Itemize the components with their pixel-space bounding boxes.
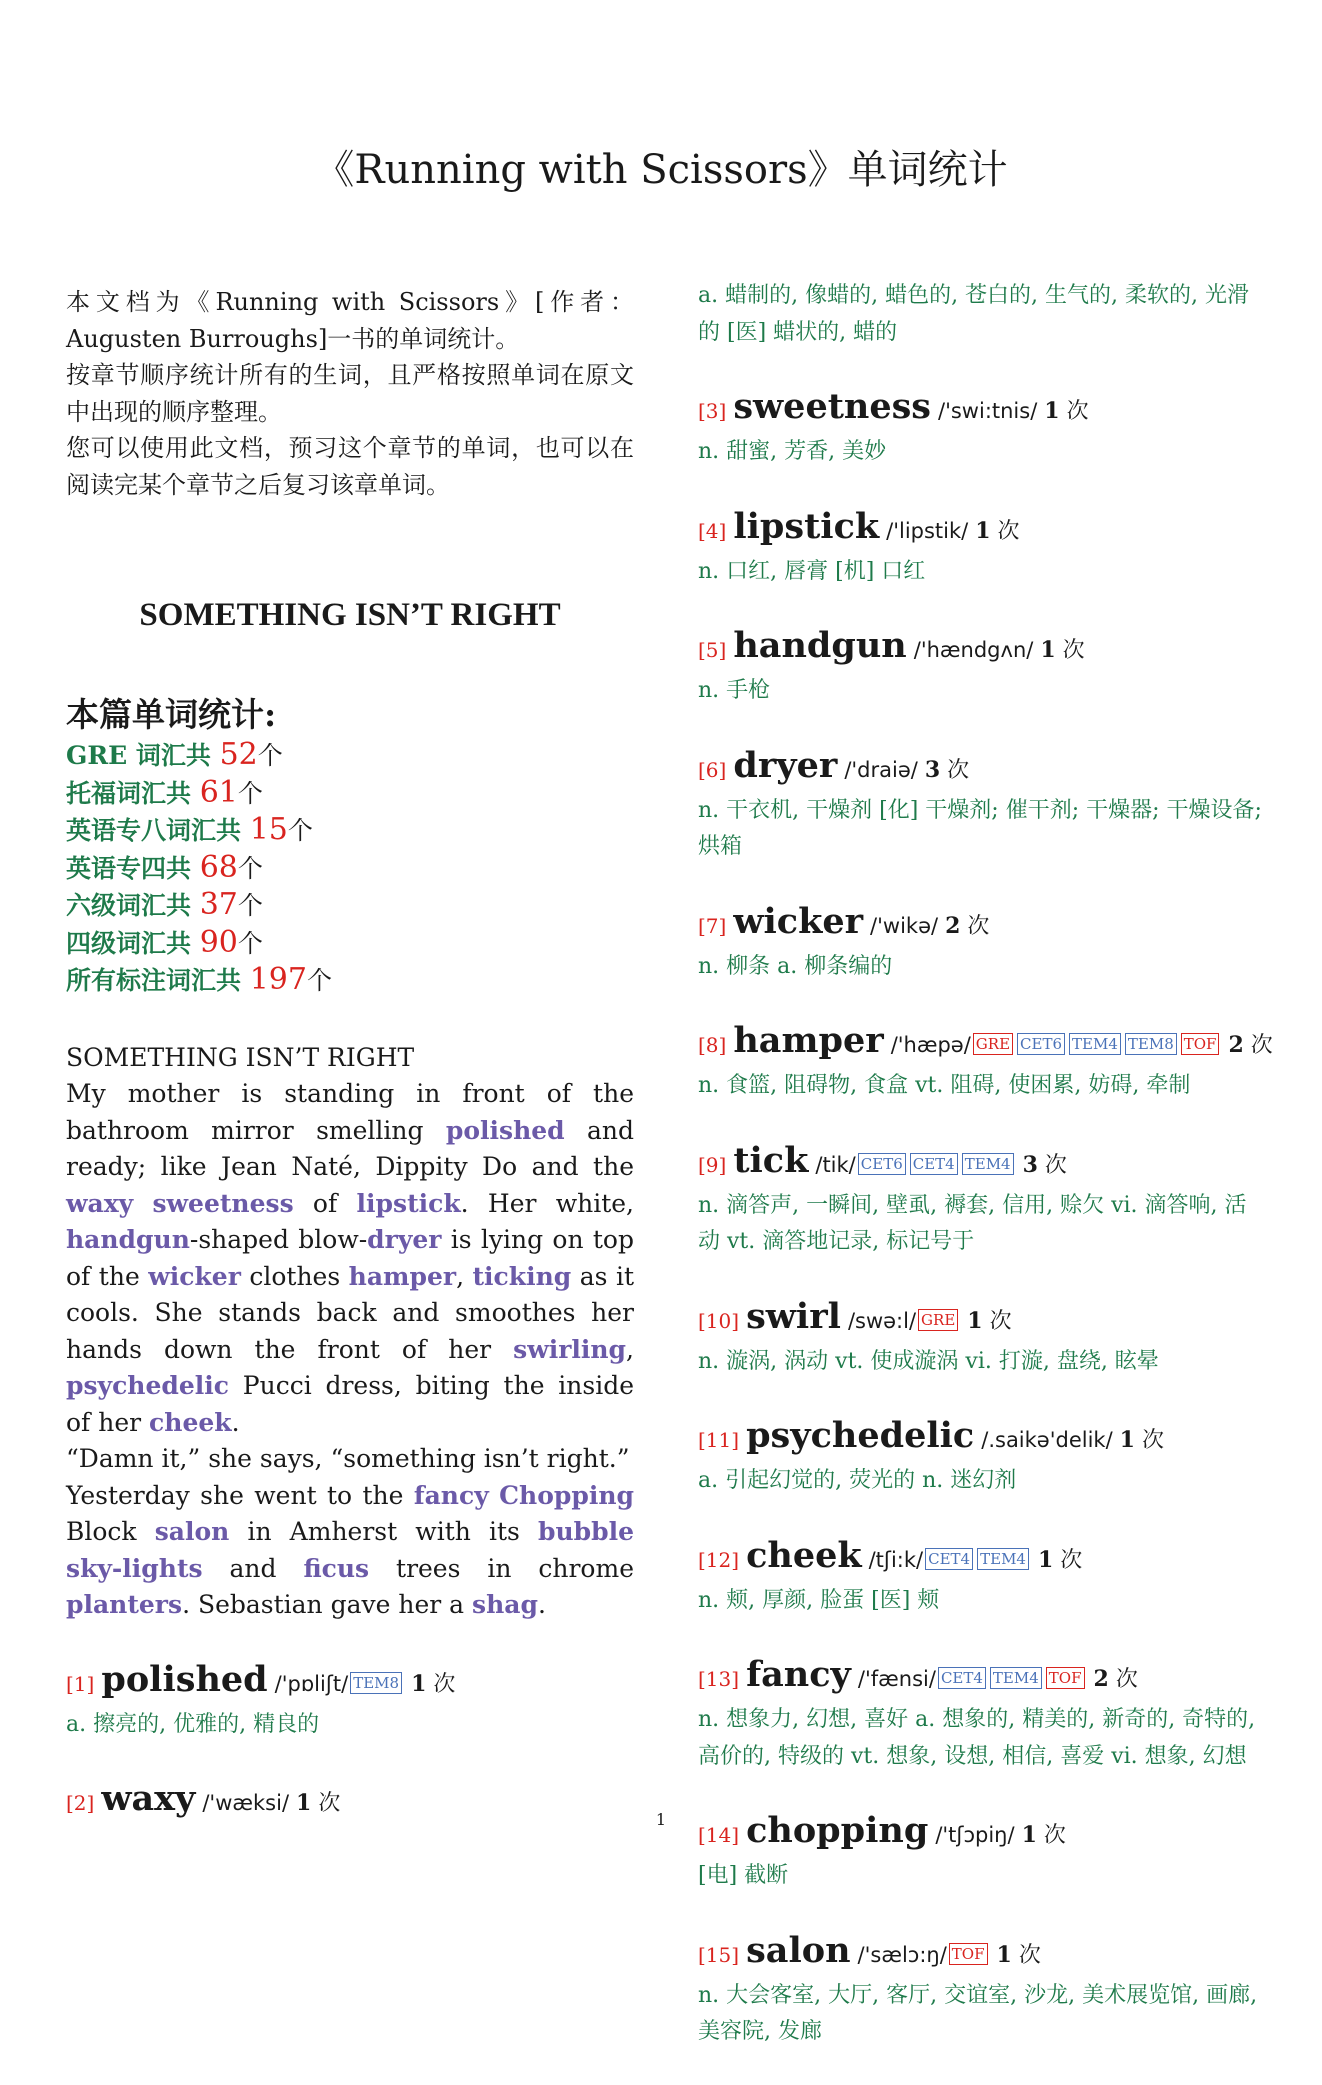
passage-text: as it cools. She stands back and smoothes her hands down the front of her xyxy=(66,1261,635,1364)
vocab-headword-line xyxy=(66,1658,634,1707)
vocab-count: 1 xyxy=(411,1670,427,1697)
passage-text: . Sebastian gave her a xyxy=(182,1590,473,1619)
vocab-definition: n. 滴答声, 一瞬间, 壁虱, 褥套, 信用, 赊欠 vi. 滴答响, 活动 vt. 滴答地记录, 标记号于 xyxy=(698,1192,1247,1254)
vocab-entry xyxy=(698,505,1268,591)
vocab-count-unit: 次 xyxy=(1066,399,1089,424)
vocab-word: handgun xyxy=(733,625,907,666)
vocab-count-unit: 次 xyxy=(1062,638,1085,663)
page-title: 《Running with Scissors》单词统计 xyxy=(314,147,1008,193)
vocab-definition: n. 大会客室, 大厅, 客厅, 交谊室, 沙龙, 美术展览馆, 画廊, 美容院, 发廊 xyxy=(698,1982,1258,2044)
highlighted-word: ticking xyxy=(472,1261,572,1291)
vocab-headword-line xyxy=(698,900,1268,949)
highlighted-word: waxy xyxy=(66,1188,134,1218)
page-number: 1 xyxy=(655,1810,667,1829)
stat-label: 英语专八词汇共 xyxy=(66,816,250,845)
exam-tag-badge: CET4 xyxy=(925,1548,973,1570)
vocab-entry xyxy=(698,1929,1268,2051)
passage-heading: SOMETHING ISN’T RIGHT xyxy=(66,1042,415,1072)
vocab-count-unit: 次 xyxy=(1250,1033,1273,1058)
vocab-word: fancy xyxy=(746,1654,851,1695)
stat-row xyxy=(66,737,634,775)
stat-row xyxy=(66,812,634,850)
passage-text: in Amherst with its xyxy=(229,1517,538,1546)
vocab-entry xyxy=(698,624,1268,710)
vocab-index: [10] xyxy=(698,1308,740,1333)
vocab-definition: [电] 截断 xyxy=(698,1863,789,1888)
highlighted-word: sweetness xyxy=(152,1188,294,1218)
highlighted-word: shag xyxy=(472,1590,538,1619)
vocab-phonetic: /'fænsi/ xyxy=(857,1667,936,1691)
vocab-count-unit: 次 xyxy=(318,1791,341,1816)
vocab-word: dryer xyxy=(733,744,838,786)
exam-tag-badge: TEM4 xyxy=(1069,1033,1121,1055)
passage-text: and xyxy=(202,1553,304,1583)
exam-tag-badge: CET6 xyxy=(1017,1033,1065,1055)
stat-label: 所有标注词汇共 xyxy=(66,966,250,995)
vocab-list-left xyxy=(66,1658,634,1827)
passage-text xyxy=(489,1481,499,1510)
vocab-index: [5] xyxy=(698,638,727,662)
exam-tag-badge: TOF xyxy=(1046,1667,1085,1689)
vocab-definition: n. 颊, 厚颜, 脸蛋 [医] 颊 xyxy=(698,1587,940,1613)
vocab-count: 1 xyxy=(1044,398,1060,424)
vocab-headword-line xyxy=(698,1929,1268,1978)
vocab-headword-line xyxy=(698,1019,1273,1068)
stat-count: 68 xyxy=(199,849,238,885)
vocab-entry xyxy=(698,1295,1268,1381)
passage-text: -shaped blow- xyxy=(189,1225,368,1254)
vocab-word: waxy xyxy=(101,1778,196,1819)
exam-tag-badge: CET4 xyxy=(938,1667,986,1689)
vocab-headword-line xyxy=(698,385,1268,434)
exam-tag-badge: GRE xyxy=(973,1033,1013,1055)
left-column xyxy=(66,284,634,1860)
passage-text: My mother is standing in front of the bathroom mirror smelling xyxy=(66,1079,634,1145)
vocab-count: 2 xyxy=(945,912,961,939)
vocab-word: chopping xyxy=(746,1810,929,1851)
vocab-count: 2 xyxy=(1228,1032,1244,1058)
vocab-word: lipstick xyxy=(733,505,880,547)
vocab-word: cheek xyxy=(746,1534,862,1576)
vocab-index: [1] xyxy=(66,1671,95,1696)
vocab-count-unit: 次 xyxy=(1060,1547,1083,1573)
vocab-word: salon xyxy=(746,1929,851,1971)
passage-text xyxy=(133,1189,152,1218)
vocab-word: polished xyxy=(101,1658,268,1700)
vocab-entry xyxy=(698,385,1268,471)
vocab-index: [11] xyxy=(698,1428,740,1452)
vocab-index: [12] xyxy=(698,1547,740,1572)
vocab-entry xyxy=(66,1658,634,1744)
stat-unit: 个 xyxy=(287,816,313,845)
vocab-phonetic: /.saikə'delik/ xyxy=(981,1428,1113,1452)
exam-tag-badge: TOF xyxy=(1181,1033,1220,1055)
vocab-count: 1 xyxy=(1021,1822,1037,1848)
vocab-definition: n. 甜蜜, 芳香, 美妙 xyxy=(698,439,887,464)
vocab-index: [15] xyxy=(698,1942,740,1967)
highlighted-word: dryer xyxy=(367,1225,442,1254)
vocab-definition: n. 食篮, 阻碍物, 食盒 vt. 阻碍, 使困累, 妨碍, 牵制 xyxy=(698,1073,1191,1098)
stat-count: 52 xyxy=(219,737,258,772)
stats-list xyxy=(66,737,634,1000)
stat-row xyxy=(66,775,634,813)
vocab-count-unit: 次 xyxy=(947,757,970,783)
vocab-list-right xyxy=(698,385,1273,2051)
vocab-count: 1 xyxy=(1119,1427,1135,1453)
vocab-count: 1 xyxy=(296,1790,312,1816)
intro-line: 按章节顺序统计所有的生词，且严格按照单词在原文中出现的顺序整理。 xyxy=(66,361,634,426)
stat-unit: 个 xyxy=(237,853,263,883)
stat-unit: 个 xyxy=(237,891,263,920)
passage-text: , xyxy=(456,1261,473,1291)
vocab-count-unit: 次 xyxy=(433,1671,456,1697)
exam-tag-badge: TEM4 xyxy=(962,1153,1014,1175)
vocab-index: [6] xyxy=(698,757,727,782)
vocab-headword-line xyxy=(698,1414,1268,1463)
vocab-count-unit: 次 xyxy=(1043,1823,1066,1848)
passage-text: Pucci dress, biting the inside of her xyxy=(66,1371,634,1437)
highlighted-word: Chopping xyxy=(499,1480,634,1510)
vocab-count: 1 xyxy=(1037,1546,1054,1573)
vocab-word: tick xyxy=(733,1139,809,1181)
stat-unit: 个 xyxy=(257,741,283,770)
vocab-definition: a. 擦亮的, 优雅的, 精良的 xyxy=(66,1711,320,1737)
vocab-definition: a. 引起幻觉的, 荧光的 n. 迷幻剂 xyxy=(698,1468,1017,1493)
vocab-entry xyxy=(698,1139,1268,1261)
stat-row xyxy=(66,887,634,925)
vocab-count: 1 xyxy=(975,517,991,544)
stat-label: 托福词汇共 xyxy=(66,778,200,808)
vocab-index: [2] xyxy=(66,1791,95,1815)
highlighted-word: fancy xyxy=(413,1480,489,1510)
vocab-count-unit: 次 xyxy=(1141,1428,1164,1453)
vocab-count-unit: 次 xyxy=(997,518,1020,544)
stats-heading: 本篇单词统计: xyxy=(66,695,277,734)
vocab-phonetic: /'hændgʌn/ xyxy=(913,638,1034,662)
stat-label: 四级词汇共 xyxy=(66,928,200,958)
highlighted-word: handgun xyxy=(66,1225,190,1254)
stat-unit: 个 xyxy=(237,778,263,808)
stat-row xyxy=(66,850,634,888)
vocab-index: [13] xyxy=(698,1667,740,1691)
stat-count: 37 xyxy=(199,887,238,922)
stat-unit: 个 xyxy=(306,966,332,995)
vocab-entry xyxy=(698,900,1268,986)
vocab-headword-line xyxy=(698,1653,1268,1702)
vocab-phonetic: /'draiə/ xyxy=(844,757,918,782)
passage-paragraph xyxy=(66,1478,634,1624)
passage-text: , xyxy=(626,1334,634,1364)
highlighted-word: psychedelic xyxy=(66,1371,229,1400)
highlighted-word: lipstick xyxy=(356,1188,461,1218)
highlighted-word: cheek xyxy=(149,1407,232,1437)
vocab-definition: n. 手枪 xyxy=(698,678,771,703)
vocab-phonetic: /'wikə/ xyxy=(870,913,939,938)
vocab-count: 3 xyxy=(924,756,941,783)
vocab-entry xyxy=(698,744,1268,866)
vocab-headword-line xyxy=(698,624,1268,673)
stat-row xyxy=(66,925,634,963)
vocab-phonetic: /'hæpə/ xyxy=(890,1033,971,1057)
passage-text: . Her white, xyxy=(460,1188,635,1218)
vocab-count-unit: 次 xyxy=(1018,1942,1041,1968)
vocab-phonetic: /'swi:tnis/ xyxy=(938,399,1038,423)
vocab-index: [9] xyxy=(698,1152,727,1177)
exam-tag-badge: GRE xyxy=(918,1309,958,1331)
highlighted-word: wicker xyxy=(148,1261,241,1291)
exam-tag-badge: TEM8 xyxy=(1125,1033,1177,1055)
vocab-phonetic: /'tʃɔpiŋ/ xyxy=(935,1823,1015,1847)
vocab-index: [7] xyxy=(698,913,727,938)
highlighted-word: hamper xyxy=(348,1261,457,1291)
vocab-count: 2 xyxy=(1093,1666,1109,1692)
vocab-index: [14] xyxy=(698,1823,740,1847)
exam-tag-badge: TEM4 xyxy=(977,1548,1029,1570)
passage-text: Block xyxy=(66,1517,155,1546)
vocab-entry-continuation xyxy=(698,278,1268,351)
vocab-headword-line xyxy=(698,1534,1268,1583)
vocab-count-unit: 次 xyxy=(967,913,990,939)
intro-line: 本文档为《Running with Scissors》[作者：Augusten Burroughs]一书的单词统计。 xyxy=(66,288,634,353)
passage-text: and ready; like Jean Naté, Dippity Do and the xyxy=(66,1115,634,1181)
vocab-phonetic: /tʃi:k/ xyxy=(868,1547,924,1572)
stat-label: GRE 词汇共 xyxy=(66,741,220,770)
vocab-definition: n. 柳条 a. 柳条编的 xyxy=(698,953,893,979)
exam-tag-badge: TOF xyxy=(949,1943,988,1965)
vocab-phonetic: /'pɒliʃt/ xyxy=(274,1671,349,1696)
vocab-count-unit: 次 xyxy=(1044,1152,1067,1178)
exam-tag-badge: TEM8 xyxy=(350,1672,402,1694)
highlighted-word: swirling xyxy=(513,1334,627,1364)
intro xyxy=(66,284,634,503)
vocab-phonetic: /swə:l/ xyxy=(847,1308,917,1333)
stat-count: 15 xyxy=(249,812,288,847)
vocab-count: 1 xyxy=(996,1941,1012,1968)
highlighted-word: sky-lights xyxy=(66,1553,203,1583)
vocab-word: sweetness xyxy=(733,386,932,427)
passage-text: Yesterday she went to the xyxy=(66,1480,414,1510)
vocab-word: wicker xyxy=(733,900,864,942)
passage xyxy=(66,1040,634,1624)
chapter-title: SOMETHING ISN’T RIGHT xyxy=(139,597,561,633)
stat-label: 英语专四共 xyxy=(66,853,200,883)
vocab-phonetic: /tik/ xyxy=(815,1152,856,1177)
vocab-entry xyxy=(698,1019,1273,1105)
vocab-count: 3 xyxy=(1022,1151,1038,1178)
stat-count: 61 xyxy=(199,774,238,810)
vocab-entry xyxy=(698,1414,1268,1500)
highlighted-word: polished xyxy=(445,1115,565,1145)
vocab-definition: a. 蜡制的, 像蜡的, 蜡色的, 苍白的, 生气的, 柔软的, 光滑的 [医] 蜡状的, 蜡的 xyxy=(698,283,1250,345)
vocab-headword-line xyxy=(698,505,1268,554)
vocab-entry xyxy=(698,1653,1268,1775)
stat-count: 197 xyxy=(249,962,307,997)
vocab-index: [4] xyxy=(698,518,727,543)
exam-tag-badge: CET4 xyxy=(910,1153,958,1175)
passage-text: of xyxy=(293,1188,357,1218)
vocab-word: swirl xyxy=(746,1295,841,1337)
highlighted-word: planters xyxy=(66,1590,183,1619)
vocab-headword-line xyxy=(698,744,1268,793)
vocab-phonetic: /'wæksi/ xyxy=(202,1791,290,1815)
exam-tag-badge: CET6 xyxy=(858,1153,906,1175)
intro-line: 您可以使用此文档，预习这个章节的单词，也可以在阅读完某个章节之后复习该章单词。 xyxy=(66,434,634,499)
vocab-headword-line xyxy=(698,1139,1268,1188)
highlighted-word: salon xyxy=(154,1517,230,1546)
vocab-count-unit: 次 xyxy=(1115,1667,1138,1692)
passage-text: . xyxy=(231,1407,240,1437)
highlighted-word: ficus xyxy=(303,1553,370,1583)
vocab-headword-line xyxy=(698,1295,1268,1344)
vocab-word: psychedelic xyxy=(746,1415,975,1456)
vocab-count: 1 xyxy=(1040,637,1056,663)
passage-quote: “Damn it,” she says, “something isn’t right.” xyxy=(66,1444,630,1473)
stat-count: 90 xyxy=(199,924,238,960)
vocab-word: hamper xyxy=(733,1020,884,1061)
highlighted-word: bubble xyxy=(537,1517,634,1546)
stat-label: 六级词汇共 xyxy=(66,891,200,920)
vocab-entry xyxy=(698,1534,1268,1620)
passage-text: clothes xyxy=(240,1261,349,1291)
vocab-definition: n. 干衣机, 干燥剂 [化] 干燥剂; 催干剂; 干燥器; 干燥设备; 烘箱 xyxy=(698,797,1262,859)
stat-unit: 个 xyxy=(237,928,263,958)
stat-row xyxy=(66,962,634,1000)
vocab-phonetic: /'lipstik/ xyxy=(886,518,969,543)
passage-text: is lying on top of the xyxy=(66,1225,634,1291)
vocab-definition: n. 漩涡, 涡动 vt. 使成漩涡 vi. 打漩, 盘绕, 眩晕 xyxy=(698,1348,1159,1374)
vocab-phonetic: /'sælɔ:ŋ/ xyxy=(857,1942,947,1967)
vocab-index: [8] xyxy=(698,1033,727,1057)
passage-paragraph xyxy=(66,1076,634,1441)
passage-text: trees in chrome xyxy=(369,1553,634,1583)
vocab-definition: n. 口红, 唇膏 [机] 口红 xyxy=(698,558,926,584)
vocab-definition: n. 想象力, 幻想, 喜好 a. 想象的, 精美的, 新奇的, 奇特的, 高价的, 特级的 vt. 想象, 设想, 相信, 喜爱 vi. 想象, 幻想 xyxy=(698,1707,1256,1769)
exam-tag-badge: TEM4 xyxy=(990,1667,1042,1689)
vocab-count: 1 xyxy=(967,1307,983,1334)
vocab-count-unit: 次 xyxy=(989,1308,1012,1334)
vocab-index: [3] xyxy=(698,399,727,423)
passage-text: . xyxy=(537,1590,546,1619)
